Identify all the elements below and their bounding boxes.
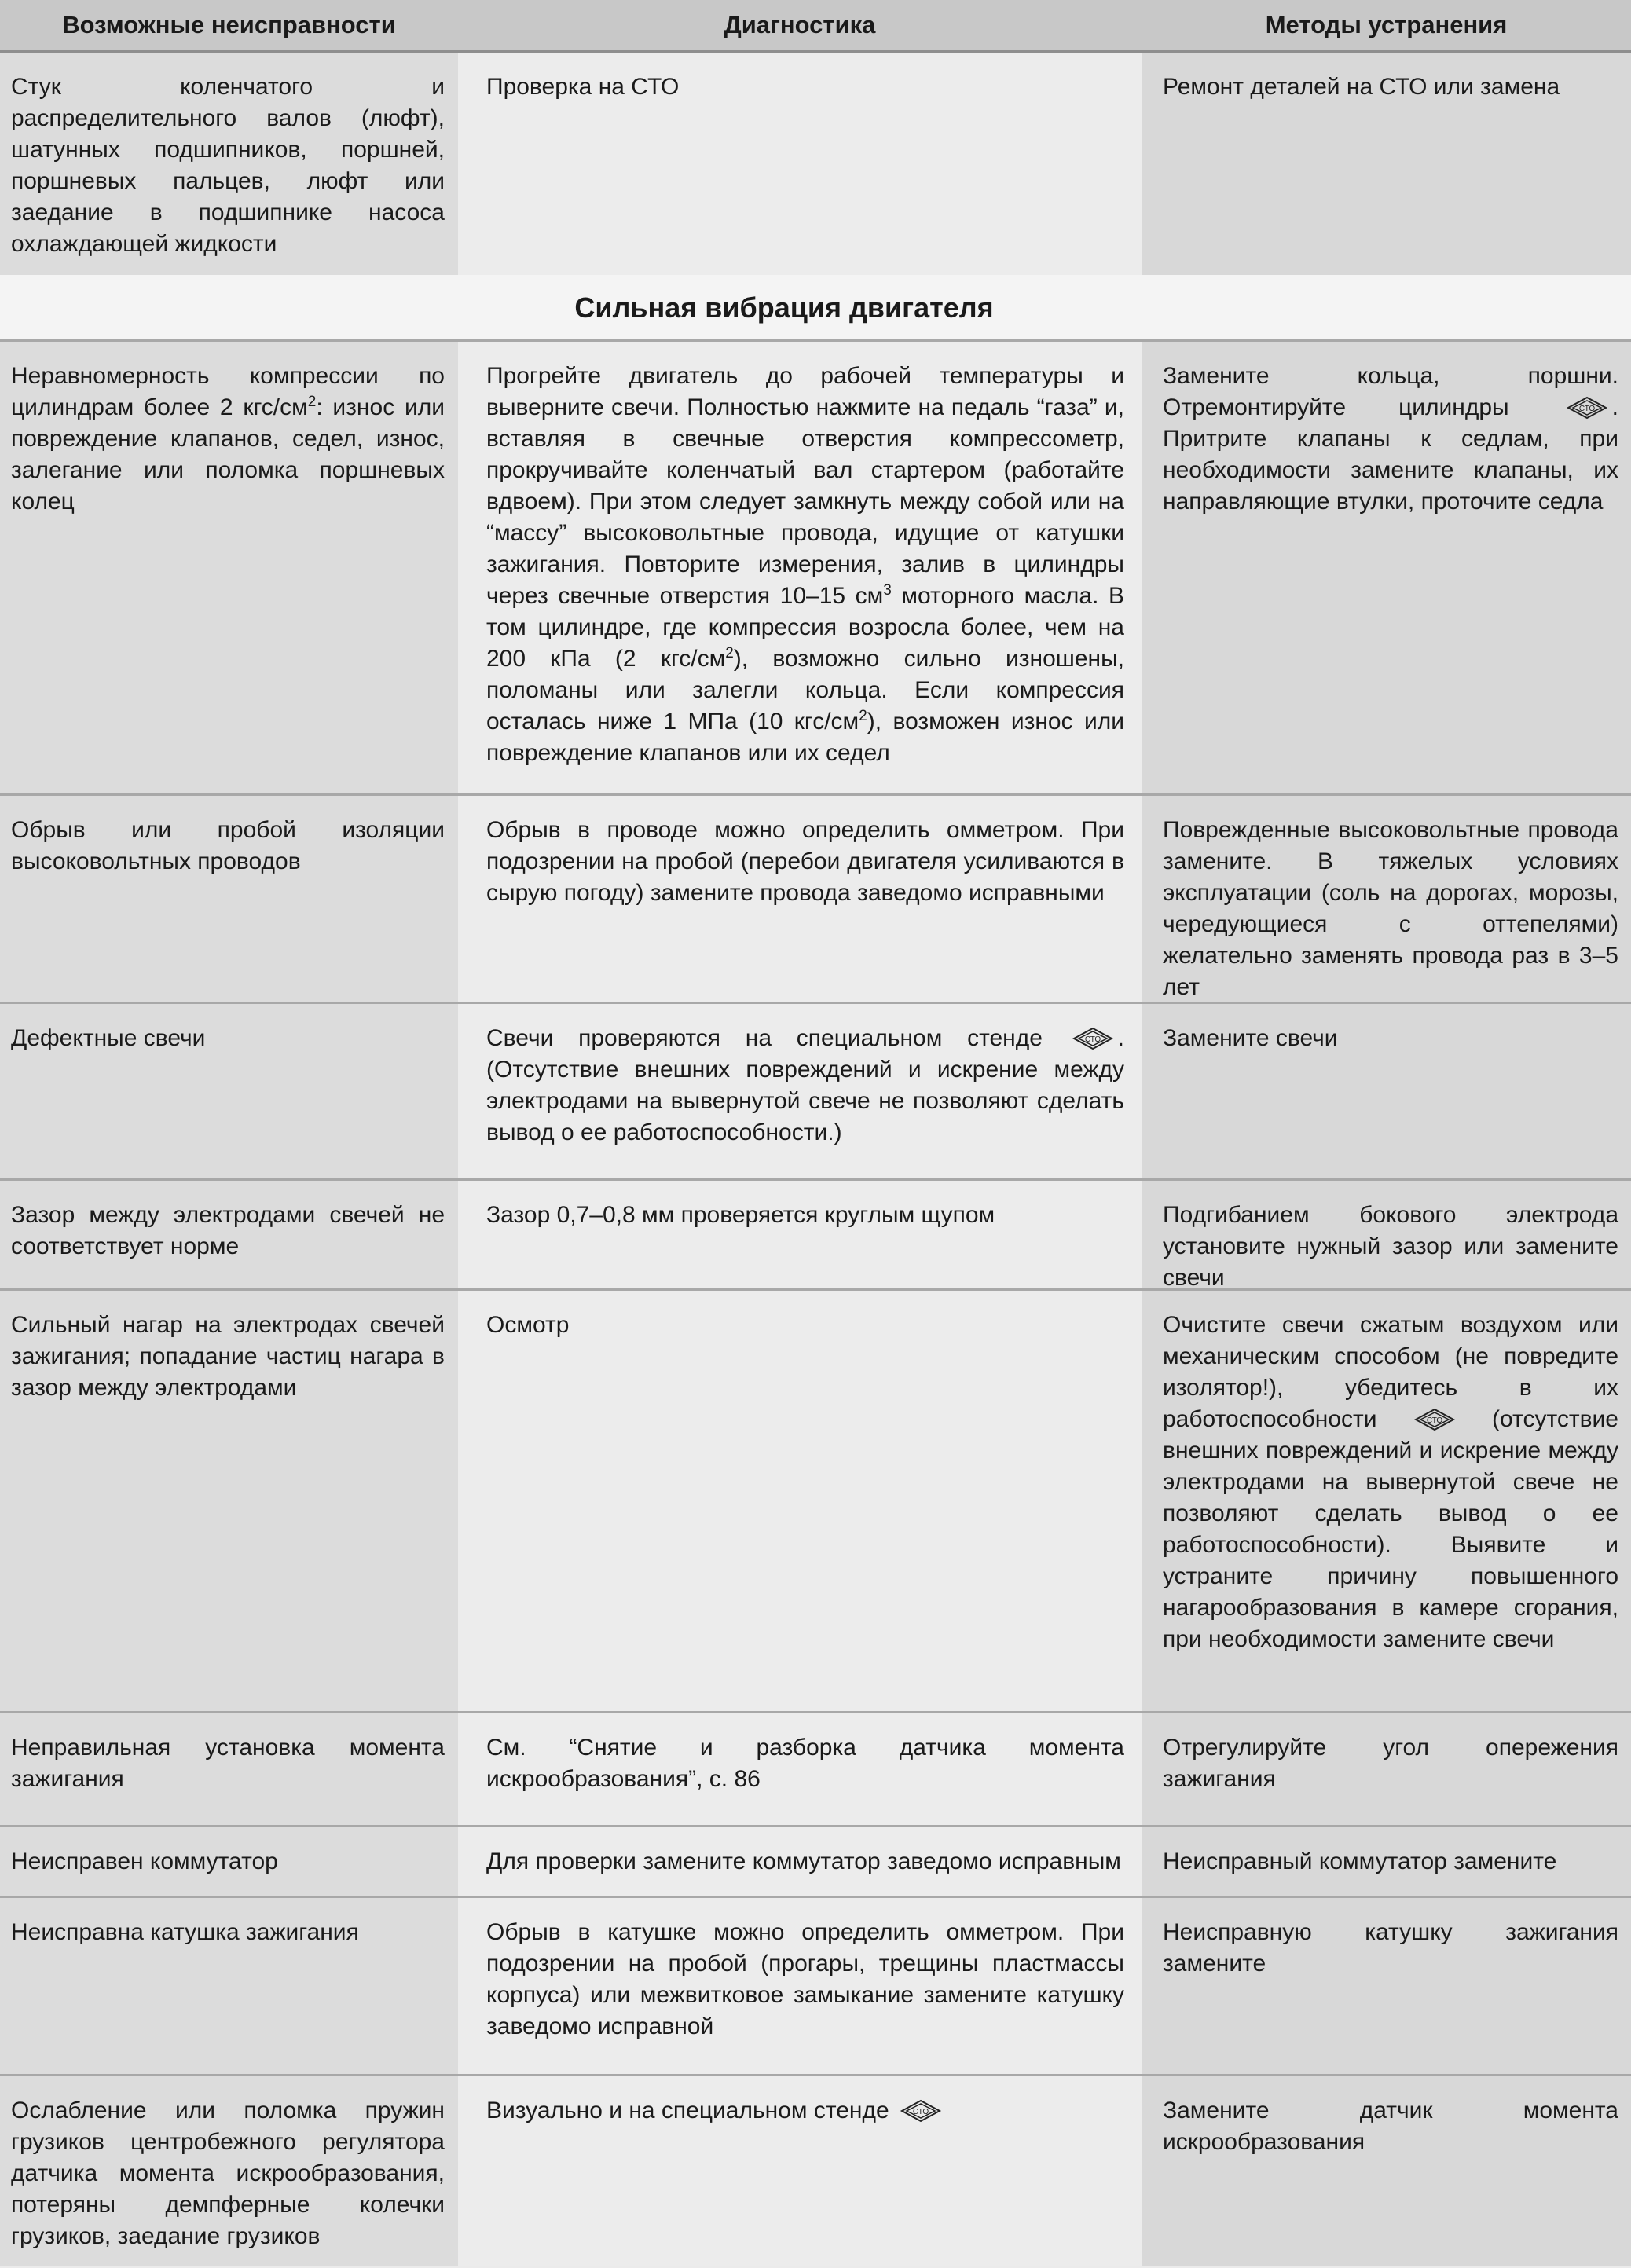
fault-cell bbox=[11, 361, 445, 518]
diagnostic-text: . (Отсутствие внешних повреждений и искрение между электродами на вывернутой свече не позволяют сделать вывод о ее работоспособности.) bbox=[486, 1025, 1124, 1145]
diagnostic-cell: Зазор 0,7–0,8 мм проверяется круглым щупом bbox=[486, 1202, 995, 1228]
diagnostic-cell: Обрыв в проводе можно определить омметром. При подозрении на пробой (перебои двигателя усиливаются в сырую погоду) замените провода заведомо исправными bbox=[486, 817, 1124, 906]
fault-cell: Стук коленчатого и распределительного валов (люфт), шатунных подшипников, поршней, поршневых пальцев, люфт или заедание в подшипнике насоса охлаждающей жидкости bbox=[11, 74, 445, 257]
diagnostic-cell: Для проверки замените коммутатор заведомо исправным bbox=[486, 1848, 1121, 1874]
svg-text:СТО: СТО bbox=[912, 2108, 929, 2116]
diagnostic-cell: Осмотр bbox=[486, 1312, 570, 1338]
table-row bbox=[0, 53, 1631, 275]
superscript: 2 bbox=[307, 394, 317, 410]
superscript: 2 bbox=[725, 645, 734, 661]
remedy-cell: Замените датчик момента искрообразования bbox=[1163, 2098, 1618, 2155]
superscript: 3 bbox=[883, 582, 892, 599]
table-row bbox=[0, 793, 1631, 1002]
remedy-cell: Неисправную катушку зажигания замените bbox=[1163, 1919, 1618, 1977]
diagnostic-text: ), возможен износ или повреждение клапанов или их седел bbox=[486, 709, 1124, 766]
diagnostic-cell bbox=[486, 2095, 1124, 2127]
fault-text: : износ или повреждение клапанов, седел, износ, залегание или поломка поршневых колец bbox=[11, 394, 445, 515]
table-row bbox=[0, 339, 1631, 784]
remedy-text: (отсутствие внешних повреждений и искрение между электродами на вывернутой свече не позволяют сделать вывод о ее работоспособности). Выявите и устраните причину повышенного нагарообразования в камере сгорания, при необходимости замените свечи bbox=[1163, 1406, 1618, 1652]
table-row bbox=[0, 1178, 1631, 1291]
svg-text:СТО: СТО bbox=[1084, 1035, 1101, 1044]
fault-cell: Зазор между электродами свечей не соответствует норме bbox=[11, 1202, 445, 1259]
table-row bbox=[0, 1896, 1631, 2075]
remedy-cell: Неисправный коммутатор замените bbox=[1163, 1848, 1557, 1874]
remedy-text: Очистите свечи сжатым воздухом или механическим способом (не повредите изолятор!), убедитесь в их работоспособности bbox=[1163, 1312, 1618, 1432]
table-row bbox=[0, 1002, 1631, 1179]
remedy-cell: Отрегулируйте угол опережения зажигания bbox=[1163, 1735, 1618, 1792]
table-header bbox=[0, 0, 1631, 53]
remedy-cell bbox=[1163, 1310, 1618, 1655]
fault-cell: Ослабление или поломка пружин грузиков центробежного регулятора датчика момента искрообразования, потеряны демпферные колечки грузиков, заедание грузиков bbox=[11, 2098, 445, 2249]
remedy-cell: Замените свечи bbox=[1163, 1025, 1338, 1051]
diagnostic-text: Прогрейте двигатель до рабочей температуры и выверните свечи. Полностью нажмите на педаль “газа” и, вставляя в свечные отверстия компрессометр, прокручивайте коленчатый вал стартером (работайте вдвоем). При этом следует замкнуть между собой или на “массу” высоковольтные провода, идущие от катушки зажигания. Повторите измерения, залив в цилиндры через свечные отверстия 10–15 см bbox=[486, 363, 1124, 609]
table-row bbox=[0, 1711, 1631, 1826]
sto-service-icon bbox=[1413, 1408, 1457, 1431]
fault-cell: Неисправен коммутатор bbox=[11, 1848, 278, 1874]
fault-text: Неравномерность компрессии по цилиндрам более 2 кгс/см bbox=[11, 363, 445, 420]
remedy-cell: Поврежденные высоковольтные провода замените. В тяжелых условиях эксплуатации (соль на дорогах, морозы, чередующиеся с оттепелями) желательно заменять провода раз в 3–5 лет bbox=[1163, 817, 1618, 1000]
fault-cell: Сильный нагар на электродах свечей зажигания; попадание частиц нагара в зазор между электродами bbox=[11, 1312, 445, 1401]
sto-service-icon bbox=[1565, 396, 1609, 420]
fault-cell: Неисправна катушка зажигания bbox=[11, 1919, 359, 1945]
remedy-cell: Подгибанием бокового электрода установите нужный зазор или замените свечи bbox=[1163, 1202, 1618, 1291]
section-title bbox=[0, 275, 1631, 341]
remedy-cell bbox=[1163, 361, 1618, 518]
header-diagnostics: Диагностика bbox=[724, 11, 876, 38]
table-row bbox=[0, 1825, 1631, 1896]
fault-cell: Обрыв или пробой изоляции высоковольтных проводов bbox=[11, 817, 445, 874]
superscript: 2 bbox=[859, 708, 867, 724]
table-row bbox=[0, 2074, 1631, 2268]
diagnostic-text: ), возможно сильно изношены, поломаны или залегли кольца. Если компрессия осталась ниже 1 МПа (10 кгс/см bbox=[486, 646, 1124, 735]
remedy-text: . Притрите клапаны к седлам, при необходимости замените клапаны, их направляющие втулки, проточите седла bbox=[1163, 394, 1618, 515]
diagnostic-cell bbox=[486, 361, 1124, 769]
diagnostic-text: моторного масла. В том цилиндре, где компрессия возросла более, чем на 200 кПа (2 кгс/см bbox=[486, 583, 1124, 672]
header-remedies: Методы устранения bbox=[1265, 11, 1508, 38]
remedy-cell: Ремонт деталей на СТО или замена bbox=[1163, 74, 1560, 100]
svg-text:СТО: СТО bbox=[1426, 1416, 1442, 1425]
header-faults: Возможные неисправности bbox=[62, 11, 396, 38]
diagnostic-cell bbox=[486, 1023, 1124, 1149]
diagnostic-text: Свечи проверяются на специальном стенде bbox=[486, 1025, 1043, 1051]
diagnostic-text: Визуально и на специальном стенде bbox=[486, 2098, 889, 2123]
diagnostic-cell: Проверка на СТО bbox=[486, 74, 680, 100]
diagnostic-cell: См. “Снятие и разборка датчика момента искрообразования”, с. 86 bbox=[486, 1735, 1124, 1792]
section-title-text: Сильная вибрация двигателя bbox=[574, 291, 994, 324]
sto-service-icon bbox=[1071, 1027, 1115, 1050]
diagnostic-cell: Обрыв в катушке можно определить омметром. При подозрении на пробой (прогары, трещины пластмассы корпуса) или межвитковое замыкание замените катушку заведомо исправной bbox=[486, 1919, 1124, 2039]
fault-cell: Неправильная установка момента зажигания bbox=[11, 1735, 445, 1792]
table-row bbox=[0, 1288, 1631, 1711]
svg-text:СТО: СТО bbox=[1578, 405, 1595, 413]
fault-cell: Дефектные свечи bbox=[11, 1025, 206, 1051]
remedy-text: Замените кольца, поршни. Отремонтируйте цилиндры bbox=[1163, 363, 1618, 420]
sto-service-icon bbox=[899, 2099, 943, 2123]
